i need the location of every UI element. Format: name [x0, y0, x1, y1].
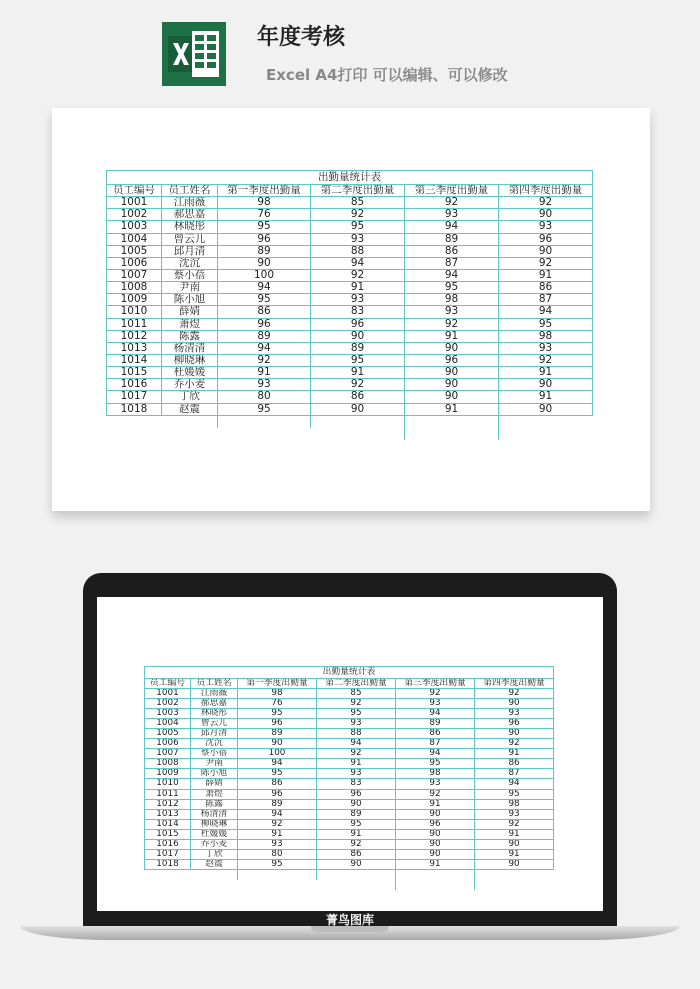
table-cell: 86: [405, 245, 499, 257]
table-cell: 91: [238, 829, 317, 839]
attendance-table-small: [144, 666, 554, 870]
table-cell: 95: [218, 221, 311, 233]
table-cell: 93: [317, 769, 396, 779]
table-row: [107, 342, 593, 354]
table-cell: 86: [311, 391, 405, 403]
table-cell: 86: [317, 849, 396, 859]
table-cell: 1006: [145, 739, 191, 749]
table-row: [145, 689, 554, 699]
table-cell: 杜媛媛: [162, 367, 218, 379]
table-cell: 90: [475, 839, 554, 849]
column-header: 第三季度出勤量: [396, 679, 475, 689]
table-cell: 94: [218, 342, 311, 354]
table-cell: 1003: [145, 709, 191, 719]
column-header: 员工姓名: [191, 679, 238, 689]
table-cell: 92: [218, 354, 311, 366]
table-row: [145, 759, 554, 769]
table-cell: 薛婧: [162, 306, 218, 318]
table-cell: 郝思嘉: [162, 209, 218, 221]
table-row: [145, 779, 554, 789]
table-cell: 90: [396, 809, 475, 819]
table-cell: 92: [311, 379, 405, 391]
table-cell: 89: [218, 330, 311, 342]
table-cell: 1007: [107, 269, 162, 281]
table-cell: 90: [475, 859, 554, 869]
table-cell: 1012: [145, 799, 191, 809]
table-cell: 95: [311, 354, 405, 366]
table-cell: 91: [317, 829, 396, 839]
table-cell: 96: [317, 789, 396, 799]
table-cell: 95: [238, 769, 317, 779]
table-cell: 沈沉: [162, 257, 218, 269]
table-cell: 98: [499, 330, 593, 342]
sheet-extra-gridlines-small: [144, 870, 553, 890]
table-cell: 95: [405, 282, 499, 294]
table-cell: 89: [218, 245, 311, 257]
table-cell: 96: [238, 719, 317, 729]
table-cell: 1016: [145, 839, 191, 849]
table-cell: 93: [475, 809, 554, 819]
table-cell: 91: [317, 759, 396, 769]
table-row: [107, 282, 593, 294]
table-cell: 93: [396, 779, 475, 789]
table-cell: 96: [311, 318, 405, 330]
table-row: [145, 809, 554, 819]
column-header: 第一季度出勤量: [218, 185, 311, 197]
table-row: [145, 839, 554, 849]
table-cell: 陈露: [191, 799, 238, 809]
table-cell: 76: [238, 699, 317, 709]
table-cell: 90: [396, 839, 475, 849]
table-row: [107, 379, 593, 391]
table-cell: 94: [311, 257, 405, 269]
table-cell: 93: [405, 209, 499, 221]
table-cell: 85: [317, 689, 396, 699]
table-cell: 91: [311, 367, 405, 379]
table-cell: 96: [475, 719, 554, 729]
sheet-preview-card: [52, 108, 650, 511]
table-cell: 1014: [107, 354, 162, 366]
table-cell: 95: [238, 859, 317, 869]
table-cell: 1008: [107, 282, 162, 294]
table-cell: 90: [405, 342, 499, 354]
table-cell: 尹南: [191, 759, 238, 769]
table-cell: 80: [218, 391, 311, 403]
table-row: [145, 859, 554, 869]
column-header: 第二季度出勤量: [317, 679, 396, 689]
table-cell: 沈沉: [191, 739, 238, 749]
table-cell: 92: [311, 269, 405, 281]
table-cell: 90: [311, 403, 405, 415]
table-cell: 1017: [145, 849, 191, 859]
table-cell: 86: [499, 282, 593, 294]
table-row: [107, 367, 593, 379]
table-cell: 91: [396, 799, 475, 809]
table-cell: 91: [218, 367, 311, 379]
table-cell: 1007: [145, 749, 191, 759]
table-cell: 93: [218, 379, 311, 391]
sheet-caption-row: [145, 667, 554, 679]
table-row: [107, 209, 593, 221]
table-cell: 曾云儿: [162, 233, 218, 245]
table-cell: 80: [238, 849, 317, 859]
table-cell: 92: [317, 839, 396, 849]
table-cell: 1012: [107, 330, 162, 342]
table-cell: 90: [499, 245, 593, 257]
attendance-sheet-small: [144, 666, 553, 870]
table-cell: 萧煜: [191, 789, 238, 799]
table-cell: 92: [475, 689, 554, 699]
table-cell: 90: [218, 257, 311, 269]
table-cell: 96: [396, 819, 475, 829]
table-row: [107, 197, 593, 209]
table-cell: 90: [499, 379, 593, 391]
table-cell: 赵震: [162, 403, 218, 415]
table-row: [107, 306, 593, 318]
table-cell: 江雨薇: [162, 197, 218, 209]
sheet-caption-row: [107, 171, 593, 185]
table-cell: 100: [218, 269, 311, 281]
table-row: [145, 719, 554, 729]
table-cell: 蔡小蓓: [191, 749, 238, 759]
table-cell: 93: [238, 839, 317, 849]
table-cell: 江雨薇: [191, 689, 238, 699]
table-cell: 95: [218, 403, 311, 415]
table-cell: 1006: [107, 257, 162, 269]
table-cell: 86: [396, 729, 475, 739]
table-cell: 柳晓琳: [191, 819, 238, 829]
table-cell: 91: [499, 367, 593, 379]
table-row: [145, 849, 554, 859]
table-cell: 95: [317, 819, 396, 829]
table-cell: 91: [499, 391, 593, 403]
table-cell: 95: [218, 294, 311, 306]
table-cell: 86: [475, 759, 554, 769]
table-cell: 95: [311, 221, 405, 233]
table-cell: 92: [396, 689, 475, 699]
table-row: [107, 221, 593, 233]
table-cell: 100: [238, 749, 317, 759]
table-cell: 87: [475, 769, 554, 779]
table-cell: 95: [499, 318, 593, 330]
page-title: 年度考核: [257, 25, 346, 50]
table-cell: 83: [317, 779, 396, 789]
table-cell: 乔小麦: [191, 839, 238, 849]
table-cell: 96: [218, 318, 311, 330]
table-cell: 90: [396, 829, 475, 839]
table-cell: 93: [311, 233, 405, 245]
table-cell: 郝思嘉: [191, 699, 238, 709]
attendance-table: [106, 170, 593, 416]
table-cell: 89: [238, 729, 317, 739]
table-cell: 98: [475, 799, 554, 809]
table-cell: 96: [499, 233, 593, 245]
table-cell: 1010: [145, 779, 191, 789]
sheet-header-row: [145, 679, 554, 689]
table-cell: 90: [311, 330, 405, 342]
table-cell: 92: [499, 257, 593, 269]
table-cell: 邱月清: [191, 729, 238, 739]
table-cell: 曾云儿: [191, 719, 238, 729]
table-cell: 1018: [145, 859, 191, 869]
table-cell: 92: [475, 739, 554, 749]
table-cell: 1010: [107, 306, 162, 318]
table-row: [145, 749, 554, 759]
table-cell: 1003: [107, 221, 162, 233]
table-row: [107, 403, 593, 415]
table-cell: 92: [238, 819, 317, 829]
table-cell: 89: [238, 799, 317, 809]
table-cell: 萧煜: [162, 318, 218, 330]
column-header: 第四季度出勤量: [475, 679, 554, 689]
table-cell: 87: [405, 257, 499, 269]
column-header: 第三季度出勤量: [405, 185, 499, 197]
table-row: [145, 729, 554, 739]
table-row: [107, 257, 593, 269]
table-cell: 蔡小蓓: [162, 269, 218, 281]
table-cell: 陈小旭: [162, 294, 218, 306]
sheet-caption: 出勤量统计表: [107, 171, 593, 185]
table-cell: 1011: [145, 789, 191, 799]
table-cell: 92: [499, 197, 593, 209]
table-cell: 98: [396, 769, 475, 779]
table-cell: 86: [218, 306, 311, 318]
table-cell: 92: [311, 209, 405, 221]
attendance-sheet: [106, 170, 592, 416]
table-cell: 96: [405, 354, 499, 366]
table-cell: 1016: [107, 379, 162, 391]
table-cell: 1013: [145, 809, 191, 819]
table-cell: 林晓彤: [162, 221, 218, 233]
table-cell: 1001: [145, 689, 191, 699]
table-cell: 90: [475, 729, 554, 739]
table-row: [145, 819, 554, 829]
table-cell: 1002: [145, 699, 191, 709]
table-cell: 76: [218, 209, 311, 221]
table-cell: 90: [317, 799, 396, 809]
table-cell: 98: [238, 689, 317, 699]
table-cell: 1004: [107, 233, 162, 245]
table-cell: 92: [405, 318, 499, 330]
table-cell: 1017: [107, 391, 162, 403]
table-cell: 90: [317, 859, 396, 869]
table-cell: 90: [405, 379, 499, 391]
table-cell: 95: [475, 789, 554, 799]
table-cell: 93: [317, 719, 396, 729]
table-cell: 90: [475, 699, 554, 709]
excel-icon: [162, 22, 226, 86]
table-cell: 96: [238, 789, 317, 799]
table-cell: 88: [317, 729, 396, 739]
table-cell: 1009: [145, 769, 191, 779]
table-cell: 陈露: [162, 330, 218, 342]
table-cell: 92: [396, 789, 475, 799]
table-cell: 98: [405, 294, 499, 306]
table-cell: 94: [238, 809, 317, 819]
table-cell: 95: [238, 709, 317, 719]
table-cell: 95: [396, 759, 475, 769]
table-row: [107, 269, 593, 281]
table-row: [107, 318, 593, 330]
table-cell: 88: [311, 245, 405, 257]
table-cell: 杨清清: [162, 342, 218, 354]
table-row: [145, 769, 554, 779]
brand-label: 菁鸟图库: [325, 913, 374, 927]
table-cell: 1011: [107, 318, 162, 330]
table-cell: 杨清清: [191, 809, 238, 819]
table-cell: 94: [405, 269, 499, 281]
table-cell: 94: [396, 749, 475, 759]
table-cell: 83: [311, 306, 405, 318]
table-row: [107, 391, 593, 403]
table-cell: 1014: [145, 819, 191, 829]
table-row: [107, 330, 593, 342]
column-header: 员工编号: [107, 185, 162, 197]
table-cell: 95: [317, 709, 396, 719]
table-cell: 91: [405, 330, 499, 342]
table-cell: 1005: [145, 729, 191, 739]
table-cell: 1013: [107, 342, 162, 354]
table-cell: 邱月清: [162, 245, 218, 257]
table-cell: 92: [499, 354, 593, 366]
table-row: [145, 739, 554, 749]
table-cell: 91: [475, 849, 554, 859]
column-header: 第二季度出勤量: [311, 185, 405, 197]
table-cell: 87: [396, 739, 475, 749]
table-cell: 柳晓琳: [162, 354, 218, 366]
table-cell: 92: [317, 699, 396, 709]
table-cell: 林晓彤: [191, 709, 238, 719]
column-header: 员工编号: [145, 679, 191, 689]
table-cell: 90: [499, 403, 593, 415]
table-row: [107, 233, 593, 245]
table-cell: 91: [499, 269, 593, 281]
table-cell: 90: [396, 849, 475, 859]
table-cell: 93: [311, 294, 405, 306]
table-cell: 90: [405, 367, 499, 379]
sheet-caption: 出勤量统计表: [145, 667, 554, 679]
table-cell: 1009: [107, 294, 162, 306]
table-cell: 87: [499, 294, 593, 306]
table-cell: 91: [405, 403, 499, 415]
table-row: [145, 829, 554, 839]
column-header: 第四季度出勤量: [499, 185, 593, 197]
sheet-extra-gridlines: [106, 416, 592, 440]
table-row: [107, 294, 593, 306]
table-row: [107, 245, 593, 257]
table-cell: 93: [475, 709, 554, 719]
table-cell: 94: [317, 739, 396, 749]
column-header: 第一季度出勤量: [238, 679, 317, 689]
table-cell: 91: [396, 859, 475, 869]
table-cell: 薛婧: [191, 779, 238, 789]
column-header: 员工姓名: [162, 185, 218, 197]
table-cell: 尹南: [162, 282, 218, 294]
table-cell: 乔小麦: [162, 379, 218, 391]
table-cell: 94: [238, 759, 317, 769]
table-cell: 89: [405, 233, 499, 245]
table-cell: 1018: [107, 403, 162, 415]
table-cell: 93: [405, 306, 499, 318]
table-row: [145, 699, 554, 709]
table-cell: 92: [405, 197, 499, 209]
table-cell: 94: [499, 306, 593, 318]
page-subtitle: Excel A4打印 可以编辑、可以修改: [266, 66, 508, 84]
table-cell: 1015: [145, 829, 191, 839]
table-cell: 85: [311, 197, 405, 209]
table-cell: 赵震: [191, 859, 238, 869]
table-cell: 90: [405, 391, 499, 403]
table-cell: 丁欣: [191, 849, 238, 859]
table-cell: 丁欣: [162, 391, 218, 403]
table-cell: 1015: [107, 367, 162, 379]
table-cell: 86: [238, 779, 317, 789]
table-cell: 91: [475, 829, 554, 839]
table-cell: 89: [311, 342, 405, 354]
table-cell: 陈小旭: [191, 769, 238, 779]
table-cell: 89: [317, 809, 396, 819]
table-row: [107, 354, 593, 366]
table-cell: 92: [317, 749, 396, 759]
table-cell: 1001: [107, 197, 162, 209]
table-cell: 94: [396, 709, 475, 719]
table-cell: 90: [499, 209, 593, 221]
table-row: [145, 709, 554, 719]
table-cell: 杜媛媛: [191, 829, 238, 839]
table-cell: 1008: [145, 759, 191, 769]
table-row: [145, 789, 554, 799]
table-cell: 89: [396, 719, 475, 729]
table-cell: 1005: [107, 245, 162, 257]
sheet-header-row: [107, 185, 593, 197]
table-cell: 91: [475, 749, 554, 759]
table-cell: 91: [311, 282, 405, 294]
table-cell: 90: [238, 739, 317, 749]
table-cell: 94: [218, 282, 311, 294]
table-cell: 96: [218, 233, 311, 245]
table-cell: 92: [475, 819, 554, 829]
table-cell: 93: [396, 699, 475, 709]
table-cell: 93: [499, 342, 593, 354]
table-cell: 1002: [107, 209, 162, 221]
table-cell: 94: [475, 779, 554, 789]
table-row: [145, 799, 554, 809]
table-cell: 1004: [145, 719, 191, 729]
table-cell: 93: [499, 221, 593, 233]
table-cell: 98: [218, 197, 311, 209]
table-cell: 94: [405, 221, 499, 233]
laptop-screen: [97, 597, 603, 911]
